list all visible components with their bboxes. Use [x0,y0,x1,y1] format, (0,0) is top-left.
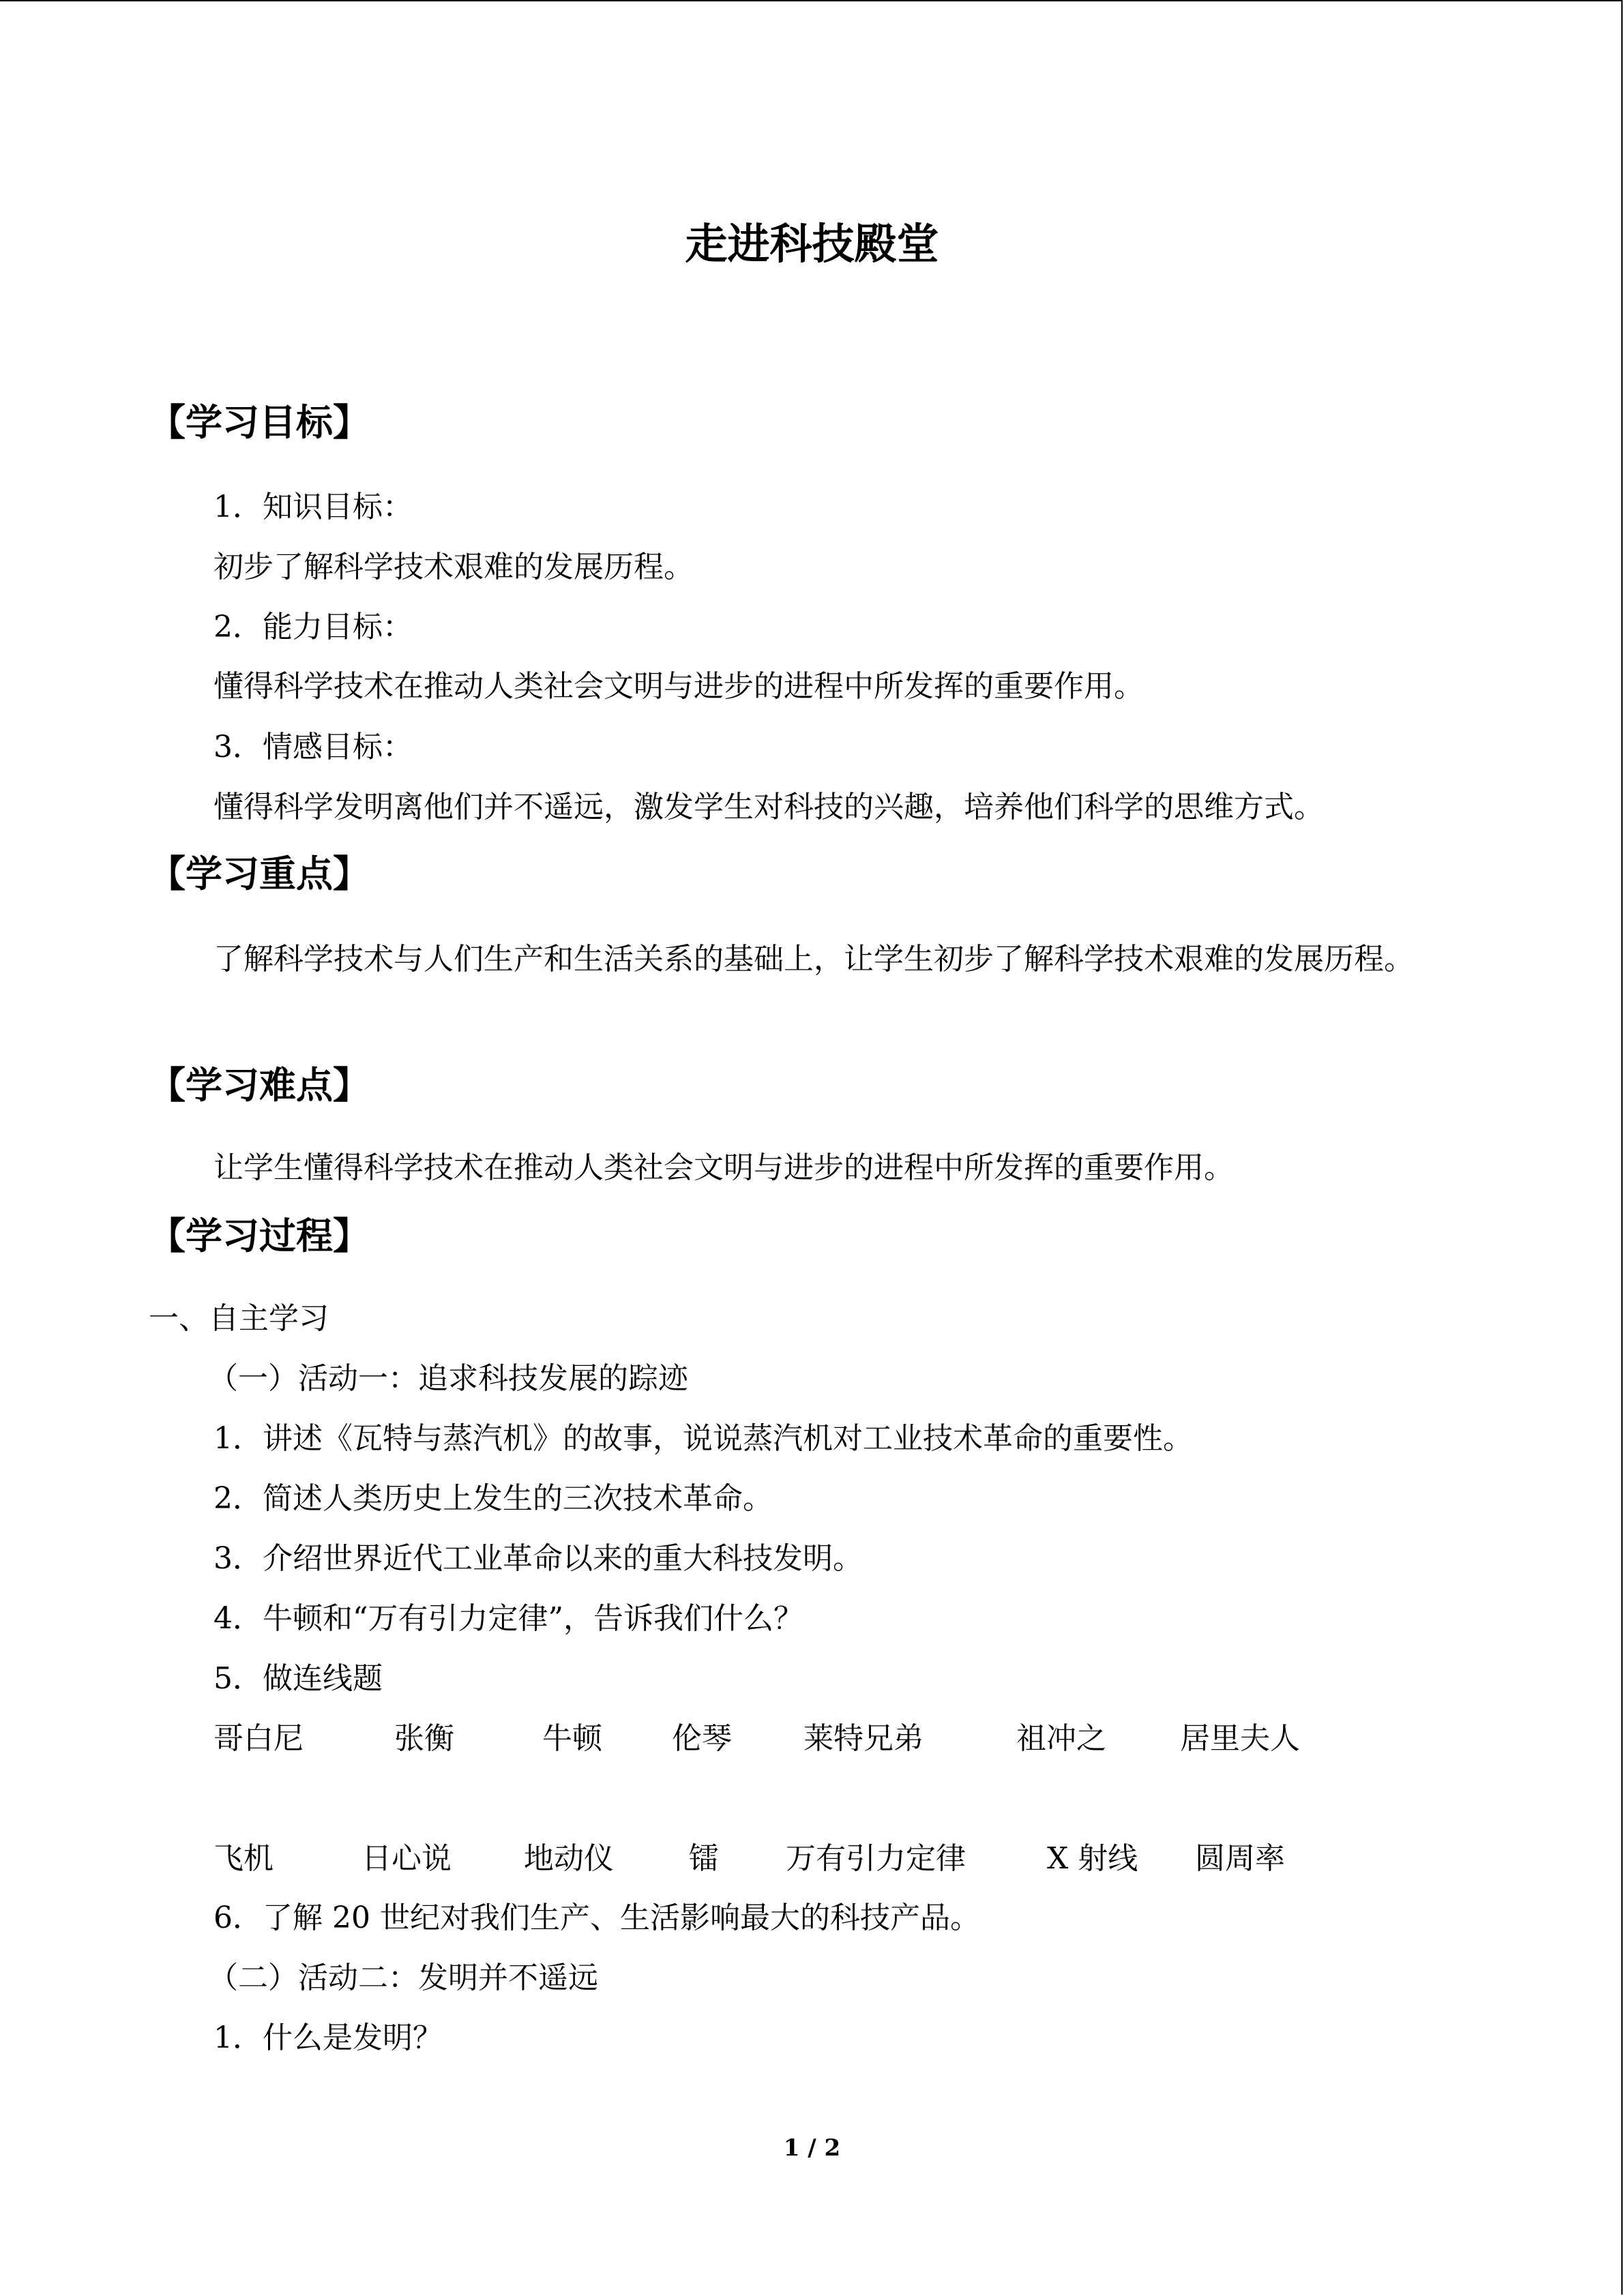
match-thing: X 射线 [1047,1841,1138,1876]
activity1-title: （一）活动一：追求科技发展的踪迹 [208,1361,688,1396]
match-person: 伦琴 [672,1721,732,1756]
match-person: 牛顿 [542,1721,602,1756]
objective-item-4: 懂得科学技术在推动人类社会文明与进步的进程中所发挥的重要作用。 [213,669,1144,704]
match-thing: 圆周率 [1195,1841,1285,1876]
match-person: 张衡 [394,1721,454,1756]
match-person: 祖冲之 [1016,1721,1106,1756]
objective-item-3: 2．能力目标： [213,610,413,644]
heading-objectives: 【学习目标】 [149,401,370,444]
match-person: 哥白尼 [213,1721,304,1756]
match-person: 居里夫人 [1180,1721,1300,1756]
objective-item-2: 初步了解科学技术艰难的发展历程。 [213,550,694,584]
process-part1: 一、自主学习 [149,1301,329,1336]
activity1-item-6: 6．了解 20 世纪对我们生产、生活影响最大的科技产品。 [213,1900,980,1935]
match-person: 莱特兄弟 [803,1721,924,1756]
activity2-title: （二）活动二：发明并不遥远 [208,1960,598,1995]
page-number: 1 / 2 [783,2134,841,2162]
match-thing: 飞机 [213,1841,274,1876]
page-title: 走进科技殿堂 [685,219,939,269]
objective-item-6: 懂得科学发明离他们并不遥远，激发学生对科技的兴趣，培养他们科学的思维方式。 [213,790,1324,824]
activity1-item-1: 1．讲述《瓦特与蒸汽机》的故事，说说蒸汽机对工业技术革命的重要性。 [213,1421,1193,1456]
key-points-text: 了解科学技术与人们生产和生活关系的基础上，让学生初步了解科学技术艰难的发展历程。 [213,942,1414,976]
difficulties-text: 让学生懂得科学技术在推动人类社会文明与进步的进程中所发挥的重要作用。 [213,1150,1234,1185]
match-thing: 日心说 [361,1841,452,1876]
activity2-item-1: 1．什么是发明？ [213,2021,443,2055]
objective-item-5: 3．情感目标： [213,730,413,764]
heading-process: 【学习过程】 [149,1214,370,1257]
activity1-item-5: 5．做连线题 [213,1661,383,1696]
activity1-item-4: 4．牛顿和“万有引力定律”，告诉我们什么？ [213,1601,803,1636]
activity1-item-2: 2．简述人类历史上发生的三次技术革命。 [213,1481,773,1516]
match-thing: 镭 [689,1841,719,1876]
match-thing: 地动仪 [524,1841,614,1876]
match-thing: 万有引力定律 [786,1841,966,1876]
objective-item-1: 1．知识目标： [213,490,413,524]
activity1-item-3: 3．介绍世界近代工业革命以来的重大科技发明。 [213,1541,863,1576]
heading-difficulties: 【学习难点】 [149,1064,370,1107]
heading-key-points: 【学习重点】 [149,852,370,895]
